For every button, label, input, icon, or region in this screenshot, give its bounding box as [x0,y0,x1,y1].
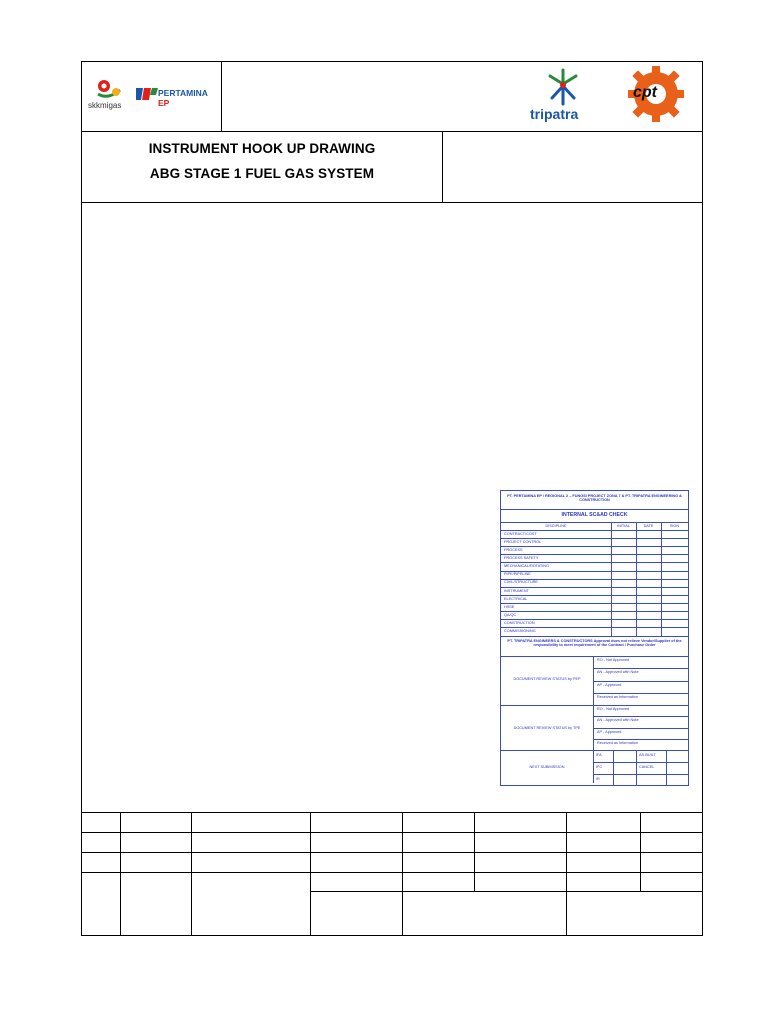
pertamina-logo-icon [136,86,158,102]
col-initial: INITIAL [617,524,630,528]
review-option: Received as Information [597,740,638,745]
discipline-row-line [501,627,688,628]
discipline-row-label: PROCESS SAFETY [504,556,539,561]
contractor-logos [530,64,700,130]
review-option-line [593,739,688,740]
rev-col-4 [402,812,403,936]
discipline-row-line [501,571,688,572]
col-discipline: DISCIPLINE [545,524,567,528]
cpt-logo-text: cpt [633,84,657,101]
stamp-check-title: INTERNAL SC&AD CHECK [561,512,628,518]
rev-line-1 [81,812,703,813]
review-option-line [593,668,688,669]
discipline-row-label: INSTRUMENT [504,588,529,593]
drawing-title-line2: ABG STAGE 1 FUEL GAS SYSTEM [149,166,375,181]
col-date: DATE [643,524,654,528]
tripatra-logo-icon [540,66,586,108]
discipline-row-line [501,546,688,547]
discipline-row-label: PROJECT CONTROL [504,539,542,544]
rev-line-3 [81,852,703,853]
discipline-row-line [501,611,688,612]
rev-line-4 [81,872,703,873]
discipline-row-label: PROCESS [504,548,523,552]
discipline-row-line [501,554,688,555]
rev-line-5 [310,891,703,892]
review-option-line [593,716,688,717]
discipline-row-label: CONSTRUCTION [504,620,535,625]
discipline-row-line [501,579,688,580]
discipline-row-line [501,562,688,563]
rev-line-2 [81,832,703,833]
col-sign: SIGN [669,524,680,528]
review-option-line [593,728,688,729]
review-option-line [593,681,688,682]
rev-col-2 [191,812,192,936]
header-divider-left [221,61,222,131]
next-code-left: IR [596,777,600,781]
stamp-heading: PT. PERTAMINA EP / REGIONAL 2 – FUNGSI PROJECT ZONA 7 & PT. TRIPATRA ENGINEERING & CONSTRUCTION [507,494,682,503]
review-option: AP - Approved [597,682,622,687]
review-option: Received as Information [597,694,638,699]
rev-col-6 [566,812,567,936]
client-logos [88,78,218,118]
discipline-row-label: COMMISSIONING [504,629,536,633]
next-row-line [593,762,688,763]
discipline-row-label: CIVIL/STRUCTURE [504,580,538,585]
discipline-row-label: QA/QC [504,612,517,617]
pertamina-logo-text: PERTAMINA EP [158,88,208,108]
discipline-row-line [501,538,688,539]
review-option: RO - Not Approved [597,658,630,662]
rev-col-1 [120,812,121,936]
review-option: AN - Approved with Note [597,670,639,675]
review-option: AP - Approved [597,729,622,734]
review-option: AN - Approved with Note [597,718,639,723]
skkmigas-logo-text: skkmigas [88,101,122,110]
discipline-row-label: PIPE/PIPELINE [504,572,531,577]
skkmigas-logo-icon [94,78,134,100]
review-tpe-label: DOCUMENT REVIEW STATUS by TPE [513,726,581,730]
rev-col-3 [310,812,311,936]
rev-col-7 [640,812,641,891]
discipline-row-line [501,603,688,604]
stamp-disclaimer: PT. TRIPATRA ENGINEERS & CONSTRUCTORS Approval does not relieve Vendor/Supplier of the responsibility to meet requirement of the Contract / Purchase Order [507,639,682,648]
next-code-left: IFC [596,765,603,769]
discipline-row-label: ELECTRICAL [504,596,528,601]
drawing-title-line1: INSTRUMENT HOOK UP DRAWING [148,141,376,156]
discipline-row-line [501,595,688,596]
next-code-left: IFA [596,753,602,757]
approval-stamp [500,490,689,786]
title-bottom-line [81,202,703,203]
discipline-row-label: MECHANICAL/ROTATING [504,564,550,569]
review-option: RO - Not Approved [597,707,630,711]
discipline-row-line [501,587,688,588]
rev-col-5 [474,812,475,891]
next-submission-label: NEXT SUBMISSION [529,765,565,769]
title-divider [442,131,443,202]
header-bottom-line [81,131,703,132]
next-code-right: AS-BUILT [639,753,656,757]
discipline-row-label: CONTRACT/COST [504,531,537,536]
discipline-row-label: HSSE [504,604,515,609]
review-pep-label: DOCUMENT REVIEW STATUS by PEP [513,677,581,681]
tripatra-logo-text: tripatra [530,106,579,122]
next-row-line [593,774,688,775]
next-code-right: CANCEL [639,765,655,769]
review-option-line [593,693,688,694]
discipline-row-line [501,619,688,620]
